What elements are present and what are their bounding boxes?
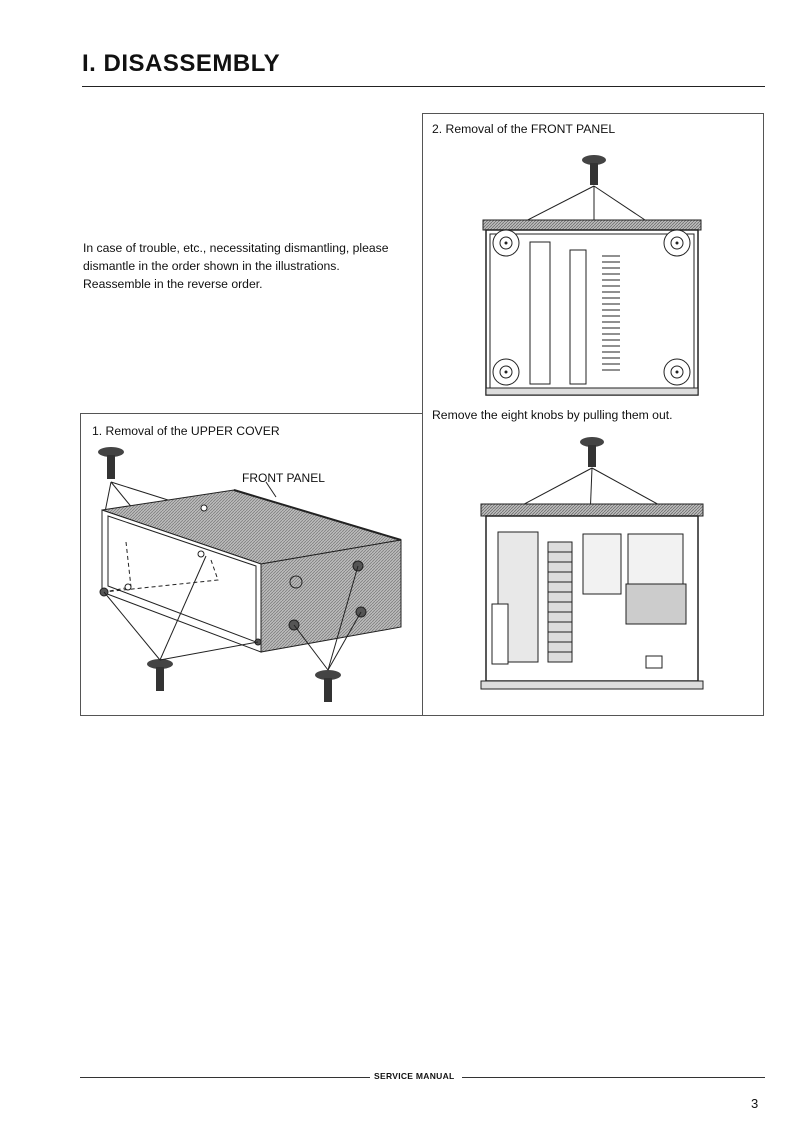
front-panel-label: FRONT PANEL (242, 471, 325, 485)
foot-icon (664, 359, 690, 385)
intro-paragraph (83, 239, 413, 293)
foot-icon (664, 230, 690, 256)
screw-icon (582, 155, 606, 185)
foot-icon (493, 230, 519, 256)
footer-rule-left (80, 1077, 370, 1078)
step1-caption: 1. Removal of the UPPER COVER (92, 424, 280, 438)
upper-cover-figure (96, 442, 408, 707)
intro-line-3: Reassemble in the reverse order. (83, 277, 263, 291)
page-number: 3 (751, 1096, 759, 1111)
intro-line-2: dismantle in the order shown in the illustrations. (83, 259, 340, 273)
step2-note: Remove the eight knobs by pulling them out. (432, 408, 673, 422)
front-panel-internal-view-figure (478, 434, 708, 694)
title-divider (82, 86, 765, 87)
screw-icon (98, 447, 124, 479)
footer-rule-right (462, 1077, 765, 1078)
footer-label: SERVICE MANUAL (374, 1071, 455, 1081)
foot-icon (493, 359, 519, 385)
screw-icon (315, 670, 341, 702)
step2-caption: 2. Removal of the FRONT PANEL (432, 122, 616, 136)
page-title: I. DISASSEMBLY (82, 50, 281, 77)
screw-icon (147, 659, 173, 691)
front-panel-top-view-figure (480, 150, 705, 400)
screw-icon (580, 437, 604, 467)
intro-line-1: In case of trouble, etc., necessitating dismantling, please (83, 241, 389, 255)
